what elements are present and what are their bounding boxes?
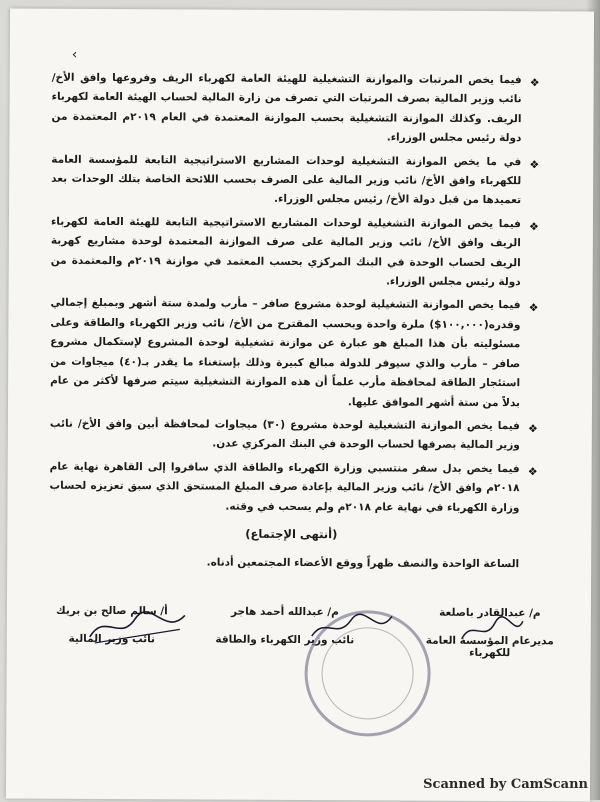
document-page (6, 8, 594, 801)
minutes-item (51, 69, 540, 149)
signatory-title: نائب وزير المالية (68, 632, 156, 646)
minutes-item (49, 415, 538, 456)
diamond-bullet-icon: ❖ (527, 464, 538, 478)
handwritten-signature-right (457, 615, 527, 649)
signatory-name: أ/ سالم صالح بن بريك (56, 604, 168, 618)
handwritten-signature-left (85, 607, 195, 648)
closing-line: الساعة الواحدة والنصف ظهراً ووقع الأعضاء المجتمعين أدناه. (206, 556, 520, 571)
diamond-bullet-icon: ❖ (528, 301, 539, 315)
diamond-bullet-icon: ❖ (529, 220, 539, 234)
signatory-title: مديرعام المؤسسة العامة للكهرباء (425, 634, 554, 660)
signatory-name: م/ عبدالقادر باصلعة (439, 606, 541, 620)
handwritten-signature-middle (307, 610, 397, 646)
minutes-item (50, 294, 539, 413)
signatory-name: م/ عبدالله أحمد هاجر (230, 605, 339, 619)
minutes-item-text: فيما يخص الموازنة التشغيلية لوحدة مشروع (٣٠) ميجاوات لمحافظة أبين وافق الأخ/ نائب وزير المالية بصرفها لحساب الوحدة في البنك المركزي عدن. (49, 417, 520, 452)
diamond-bullet-icon: ❖ (529, 157, 540, 171)
scanner-watermark: Scanned by CamScann (423, 777, 588, 792)
minutes-item-text: فيما يخص الموازنة التشغيلية لوحدات المشاريع الاستراتيجية التابعة للهيئة العامة لكهرباء الريف وافق الأخ/ نائب وزير المالية على صرف الموازنة المعتمدة لوحدة مشاريع كهربة الريف لحساب الوحدة في البنك المركزي بحسب المعتمد في موازنة ٢٠١٩م والمعتمدة من دولة رئيس مجلس الوزراء. (50, 215, 521, 289)
minutes-item (50, 213, 539, 293)
minutes-item-text: فيما يخص المرتبات والموازنة التشغيلية للهيئة العامة لكهرباء الريف وفروعها وافق الأخ/ نائب وزير المالية بصرف المرتبات التي تصرف من زارة المالية لحساب الهيئة العامة لكهرباء الريف. وكذلك الموازنة التشغيلية بحسب الموازنة المعتمدة في العام ٢٠١٩م المعتمدة من دولة رئيس مجلس الوزراء. (51, 71, 522, 145)
minutes-item (51, 150, 540, 211)
minutes-item-text: فيما يخص بدل سفر منتسبي وزارة الكهرباء والطاقة الذي سافروا إلى القاهرة نهاية عام ٢٠١٨م وافق الأخ/ نائب وزير المالية بإعادة صرف المبلغ المستحق الذي سبق تعزيزه لحساب وزارة الكهرباء في نهاية عام ٢٠١٨م ولم يسحب في وقته. (49, 460, 520, 514)
minutes-item (49, 457, 538, 518)
minutes-item-text: فيما يخص الموازنة التشغيلية لوحدة مشروع صافر – مأرب ولمدة ستة أشهر وبمبلغ إجمالي وقدره(١٠٠,٠٠٠$) ملرة واحدة وبحسب المقترح من الأخ/ نائب وزير الكهرباء والطاقة وعلى مسئوليته بأن هذا المبلغ هو عبارة عن موازنة تشغيلية لوحدة المشروع لإستكمال مشروع صافر – مأرب والذي سيوفر للدولة مبالغ كبيرة وذلك بإستغناء ما يقدر بـ(٤٠) ميجاوات من استئجار الطاقة لمحافظة مأرب علماً أن هذه الموازنة التشغيلية سيتم صرفها لأكثر من عام بدلاً من ستة أشهر الموافق عليها. (50, 297, 521, 409)
signatory-title: نائب وزير الكهرباء والطاقة (215, 633, 355, 647)
diamond-bullet-icon: ❖ (527, 422, 538, 436)
meeting-end-mark: (أنتهى الإجتماع) (245, 526, 338, 542)
minutes-item-text: في ما يخص الموازنة التشغيلية لوحدات المشاريع الاستراتيجية التابعة للمؤسسة العامة للكهرباء وافق الأخ/ نائب وزير المالية على الصرف بحسب اللائحة الخاصة بتلك الوحدات بعد تعميدها من قبل دولة الأخ/ رئيس مجلس الوزراء. (51, 153, 522, 207)
diamond-bullet-icon: ❖ (529, 76, 540, 90)
minutes-body (49, 69, 540, 575)
corner-mark: ‹ (71, 46, 78, 63)
